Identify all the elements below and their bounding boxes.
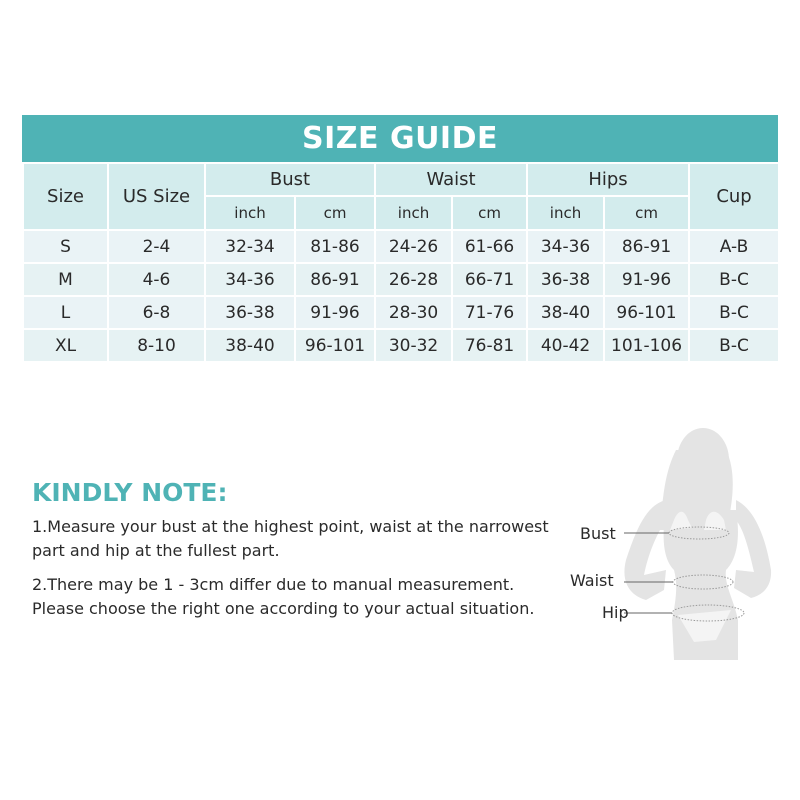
cell-waist-inch: 28-30 — [375, 296, 452, 329]
note-item-2: 2.There may be 1 - 3cm differ due to manual measurement. Please choose the right one according to your actual situation. — [32, 575, 535, 618]
header-waist-inch: inch — [375, 196, 452, 230]
cell-bust-cm: 96-101 — [295, 329, 375, 362]
cell-size: S — [23, 230, 108, 263]
note-item-1: 1.Measure your bust at the highest point, waist at the narrowest part and hip at the fullest part. — [32, 517, 549, 560]
cell-waist-cm: 76-81 — [452, 329, 527, 362]
header-hips-cm: cm — [604, 196, 689, 230]
cell-bust-cm: 91-96 — [295, 296, 375, 329]
cell-cup: B-C — [689, 329, 779, 362]
header-hips: Hips — [527, 163, 689, 196]
cell-waist-cm: 71-76 — [452, 296, 527, 329]
header-waist-cm: cm — [452, 196, 527, 230]
header-bust-inch: inch — [205, 196, 295, 230]
cell-bust-cm: 81-86 — [295, 230, 375, 263]
cell-hips-cm: 91-96 — [604, 263, 689, 296]
cell-hips-cm: 96-101 — [604, 296, 689, 329]
header-us-size: US Size — [108, 163, 205, 230]
note-heading: KINDLY NOTE: — [32, 478, 228, 507]
label-hip: Hip — [602, 603, 629, 622]
cell-size: L — [23, 296, 108, 329]
size-guide-title: SIZE GUIDE — [22, 115, 778, 162]
cell-bust-inch: 34-36 — [205, 263, 295, 296]
cell-hips-cm: 101-106 — [604, 329, 689, 362]
cell-hips-inch: 34-36 — [527, 230, 604, 263]
cell-cup: B-C — [689, 296, 779, 329]
header-size: Size — [23, 163, 108, 230]
table-row — [23, 296, 779, 329]
cell-size: M — [23, 263, 108, 296]
body-silhouette-icon — [566, 420, 786, 670]
cell-hips-inch: 40-42 — [527, 329, 604, 362]
cell-waist-inch: 24-26 — [375, 230, 452, 263]
cell-bust-inch: 32-34 — [205, 230, 295, 263]
cell-waist-inch: 26-28 — [375, 263, 452, 296]
cell-waist-inch: 30-32 — [375, 329, 452, 362]
cell-cup: A-B — [689, 230, 779, 263]
header-hips-inch: inch — [527, 196, 604, 230]
table-row — [23, 263, 779, 296]
kindly-note-section — [32, 478, 552, 631]
table-row — [23, 230, 779, 263]
cell-hips-inch: 38-40 — [527, 296, 604, 329]
header-cup: Cup — [689, 163, 779, 230]
cell-bust-inch: 38-40 — [205, 329, 295, 362]
header-waist: Waist — [375, 163, 527, 196]
cell-us-size: 2-4 — [108, 230, 205, 263]
body-measurement-figure — [566, 420, 786, 670]
cell-cup: B-C — [689, 263, 779, 296]
header-bust-cm: cm — [295, 196, 375, 230]
cell-waist-cm: 61-66 — [452, 230, 527, 263]
size-table — [22, 162, 780, 363]
cell-us-size: 8-10 — [108, 329, 205, 362]
size-guide-table-container — [22, 115, 778, 363]
cell-waist-cm: 66-71 — [452, 263, 527, 296]
cell-size: XL — [23, 329, 108, 362]
label-waist: Waist — [570, 571, 614, 590]
cell-us-size: 6-8 — [108, 296, 205, 329]
cell-hips-inch: 36-38 — [527, 263, 604, 296]
cell-bust-cm: 86-91 — [295, 263, 375, 296]
table-row — [23, 329, 779, 362]
cell-us-size: 4-6 — [108, 263, 205, 296]
cell-hips-cm: 86-91 — [604, 230, 689, 263]
cell-bust-inch: 36-38 — [205, 296, 295, 329]
header-bust: Bust — [205, 163, 375, 196]
label-bust: Bust — [580, 524, 616, 543]
